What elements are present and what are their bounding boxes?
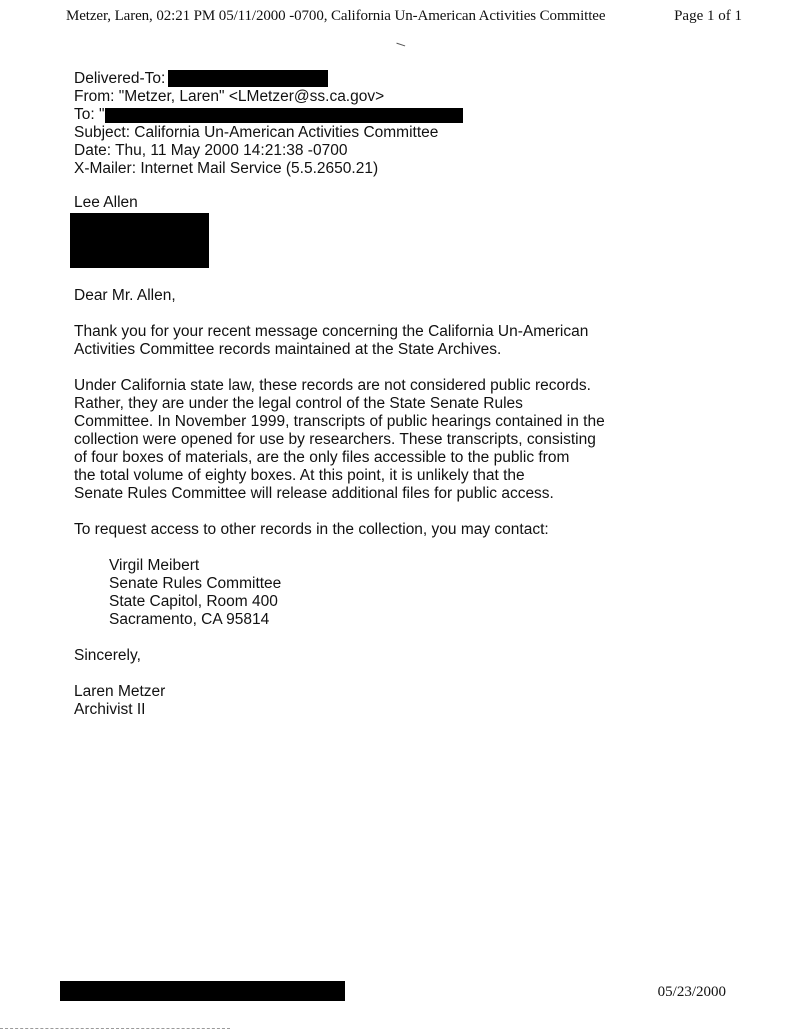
paragraph bbox=[74, 377, 674, 503]
signature-name: Laren Metzer bbox=[74, 683, 166, 700]
paragraph-line: collection were opened for use by researchers. These transcripts, consisting bbox=[74, 431, 596, 448]
closing: Sincerely, bbox=[74, 647, 141, 664]
contact-city: Sacramento, CA 95814 bbox=[109, 611, 270, 628]
salutation: Dear Mr. Allen, bbox=[74, 287, 176, 304]
recipient-name: Lee Allen bbox=[74, 194, 138, 211]
redacted-address bbox=[70, 213, 209, 268]
paragraph bbox=[74, 323, 674, 359]
contact-street: State Capitol, Room 400 bbox=[109, 593, 278, 610]
print-header-title: Metzer, Laren, 02:21 PM 05/11/2000 -0700, California Un-American Activities Committee bbox=[66, 8, 606, 24]
delivered-to-label: Delivered-To: bbox=[74, 70, 166, 87]
footer-date: 05/23/2000 bbox=[657, 984, 726, 1000]
paragraph-line: Senate Rules Committee will release additional files for public access. bbox=[74, 485, 554, 502]
footer-redaction-bar bbox=[60, 981, 345, 1001]
page-number: Page 1 of 1 bbox=[674, 8, 742, 24]
paragraph-line: Under California state law, these records are not considered public records. bbox=[74, 377, 591, 394]
paragraph-line: Committee. In November 1999, transcripts of public hearings contained in the bbox=[74, 413, 605, 430]
contact-organization: Senate Rules Committee bbox=[109, 575, 282, 592]
paragraph bbox=[74, 521, 674, 539]
from-line: From: "Metzer, Laren" <LMetzer@ss.ca.gov> bbox=[74, 88, 385, 105]
paragraph-line: Thank you for your recent message concerning the California Un-American bbox=[74, 323, 589, 340]
signature-block bbox=[74, 683, 674, 719]
paragraph-line: the total volume of eighty boxes. At this point, it is unlikely that the bbox=[74, 467, 525, 484]
scan-edge-line bbox=[0, 1028, 230, 1029]
redaction-bar bbox=[168, 70, 328, 87]
to-label: To: " bbox=[74, 106, 105, 123]
contact-name: Virgil Meibert bbox=[109, 557, 200, 574]
print-header bbox=[66, 6, 742, 26]
redaction-bar bbox=[105, 108, 463, 123]
paragraph-line: Rather, they are under the legal control of the State Senate Rules bbox=[74, 395, 523, 412]
subject-line: Subject: California Un-American Activities Committee bbox=[74, 124, 439, 141]
to-line bbox=[74, 106, 674, 124]
signature-title: Archivist II bbox=[74, 701, 146, 718]
email-body bbox=[74, 70, 674, 719]
delivered-to-line bbox=[74, 70, 674, 88]
paragraph-line: of four boxes of materials, are the only files accessible to the public from bbox=[74, 449, 570, 466]
scan-mark bbox=[396, 43, 405, 49]
x-mailer-line: X-Mailer: Internet Mail Service (5.5.2650.21) bbox=[74, 160, 379, 177]
contact-address bbox=[74, 557, 674, 629]
paragraph-line: Activities Committee records maintained at the State Archives. bbox=[74, 341, 502, 358]
date-line: Date: Thu, 11 May 2000 14:21:38 -0700 bbox=[74, 142, 348, 159]
paragraph-line: To request access to other records in the collection, you may contact: bbox=[74, 521, 549, 538]
